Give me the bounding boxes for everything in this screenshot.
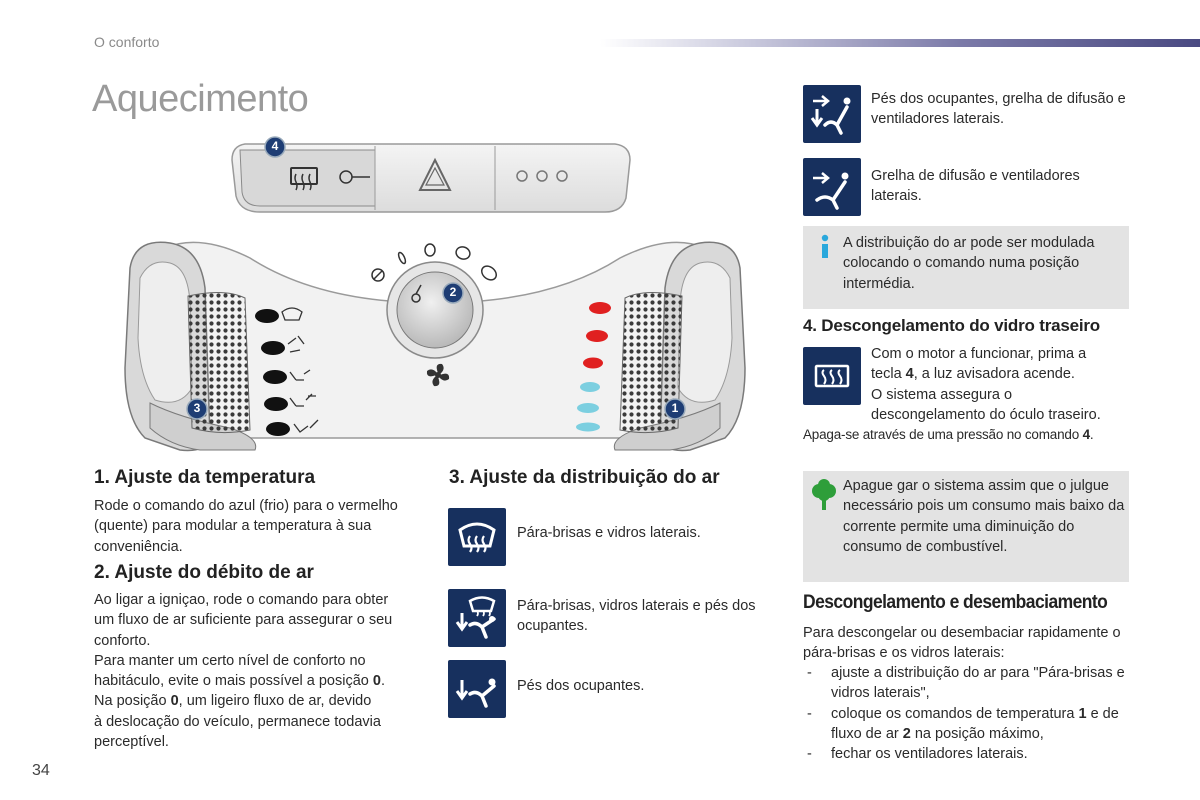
header-bar — [600, 39, 1200, 47]
windscreen-defrost-icon — [448, 508, 506, 566]
heading-defrost-demist: Descongelamento e desembaciamento — [803, 592, 1108, 613]
heading-distribution: 3. Ajuste da distribuição do ar — [449, 467, 720, 488]
badge-1 — [664, 398, 686, 420]
rear-window-defrost-icon — [803, 347, 861, 405]
heading-air-flow: 2. Ajuste do débito de ar — [94, 562, 314, 583]
defrost-step-3: - fechar os ventiladores laterais. — [803, 744, 1129, 764]
temperature-text: Rode o comando do azul (frio) para o vermelho (quente) para modular a temperatura à sua conveniência. — [94, 498, 398, 555]
distribution-item-4: Pés dos ocupantes, grelha de difusão e ventiladores laterais. — [871, 91, 1126, 128]
badge-3 — [186, 398, 208, 420]
badge-4 — [264, 136, 286, 158]
distribution-item-5: Grelha de difusão e ventiladores laterais. — [871, 168, 1080, 205]
feet-icon — [448, 660, 506, 718]
air-flow-text: Ao ligar a igniçao, rode o comando para obter um fluxo de ar suficiente para assegurar o seu conforto. Para manter um certo nível de conforto no habitáculo, evite o mais possível a posição 0. Na posição 0, um ligeiro fluxo de ar, devido à deslocação do veículo, permanece todavia perceptível. — [94, 592, 393, 751]
eco-note-box — [803, 471, 1129, 582]
rear-defrost-off-text: Apaga-se através de uma pressão no comando 4. — [803, 427, 1094, 442]
heading-temperature: 1. Ajuste da temperatura — [94, 467, 316, 488]
defrost-step-1: - ajuste a distribuição do ar para "Pára-brisas e vidros laterais", — [803, 663, 1129, 704]
rear-defrost-text: Com o motor a funcionar, prima a tecla 4, a luz avisadora acende. O sistema assegura o descongelamento do óculo traseiro. — [871, 346, 1101, 423]
badge-1-label: 1 — [671, 401, 679, 415]
badge-4-label: 4 — [271, 139, 279, 153]
badge-3-label: 3 — [193, 401, 201, 415]
distribution-item-3: Pés dos ocupantes. — [517, 678, 645, 694]
windscreen-feet-icon — [448, 589, 506, 647]
eco-note-text: Apague gar o sistema assim que o julgue necessário pois um consumo mais baixo da corrente permite uma diminuição do consumo de combustível. — [843, 478, 1125, 555]
heading-rear-defrost: 4. Descongelamento do vidro traseiro — [803, 316, 1100, 335]
face-vent-icon — [803, 158, 861, 216]
tree-icon — [811, 479, 837, 511]
defrost-intro: Para descongelar ou desembaciar rapidamente o pára-brisas e os vidros laterais: — [803, 625, 1121, 662]
info-note-box — [803, 226, 1129, 309]
distribution-item-2: Pára-brisas, vidros laterais e pés dos ocupantes. — [517, 598, 756, 635]
page-number: 34 — [32, 762, 50, 779]
feet-face-icon — [803, 85, 861, 143]
defrost-steps — [803, 663, 1129, 764]
distribution-item-1: Pára-brisas e vidros laterais. — [517, 525, 701, 541]
badge-2-label: 2 — [449, 285, 457, 299]
page-title: Aquecimento — [92, 78, 309, 120]
info-icon — [817, 234, 833, 260]
badge-2 — [442, 282, 464, 304]
info-note-text: A distribuição do ar pode ser modulada colocando o comando numa posição intermédia. — [843, 235, 1095, 292]
section-label: O conforto — [94, 34, 160, 50]
defrost-step-2: - coloque os comandos de temperatura 1 e de fluxo de ar 2 na posição máximo, — [803, 704, 1129, 745]
